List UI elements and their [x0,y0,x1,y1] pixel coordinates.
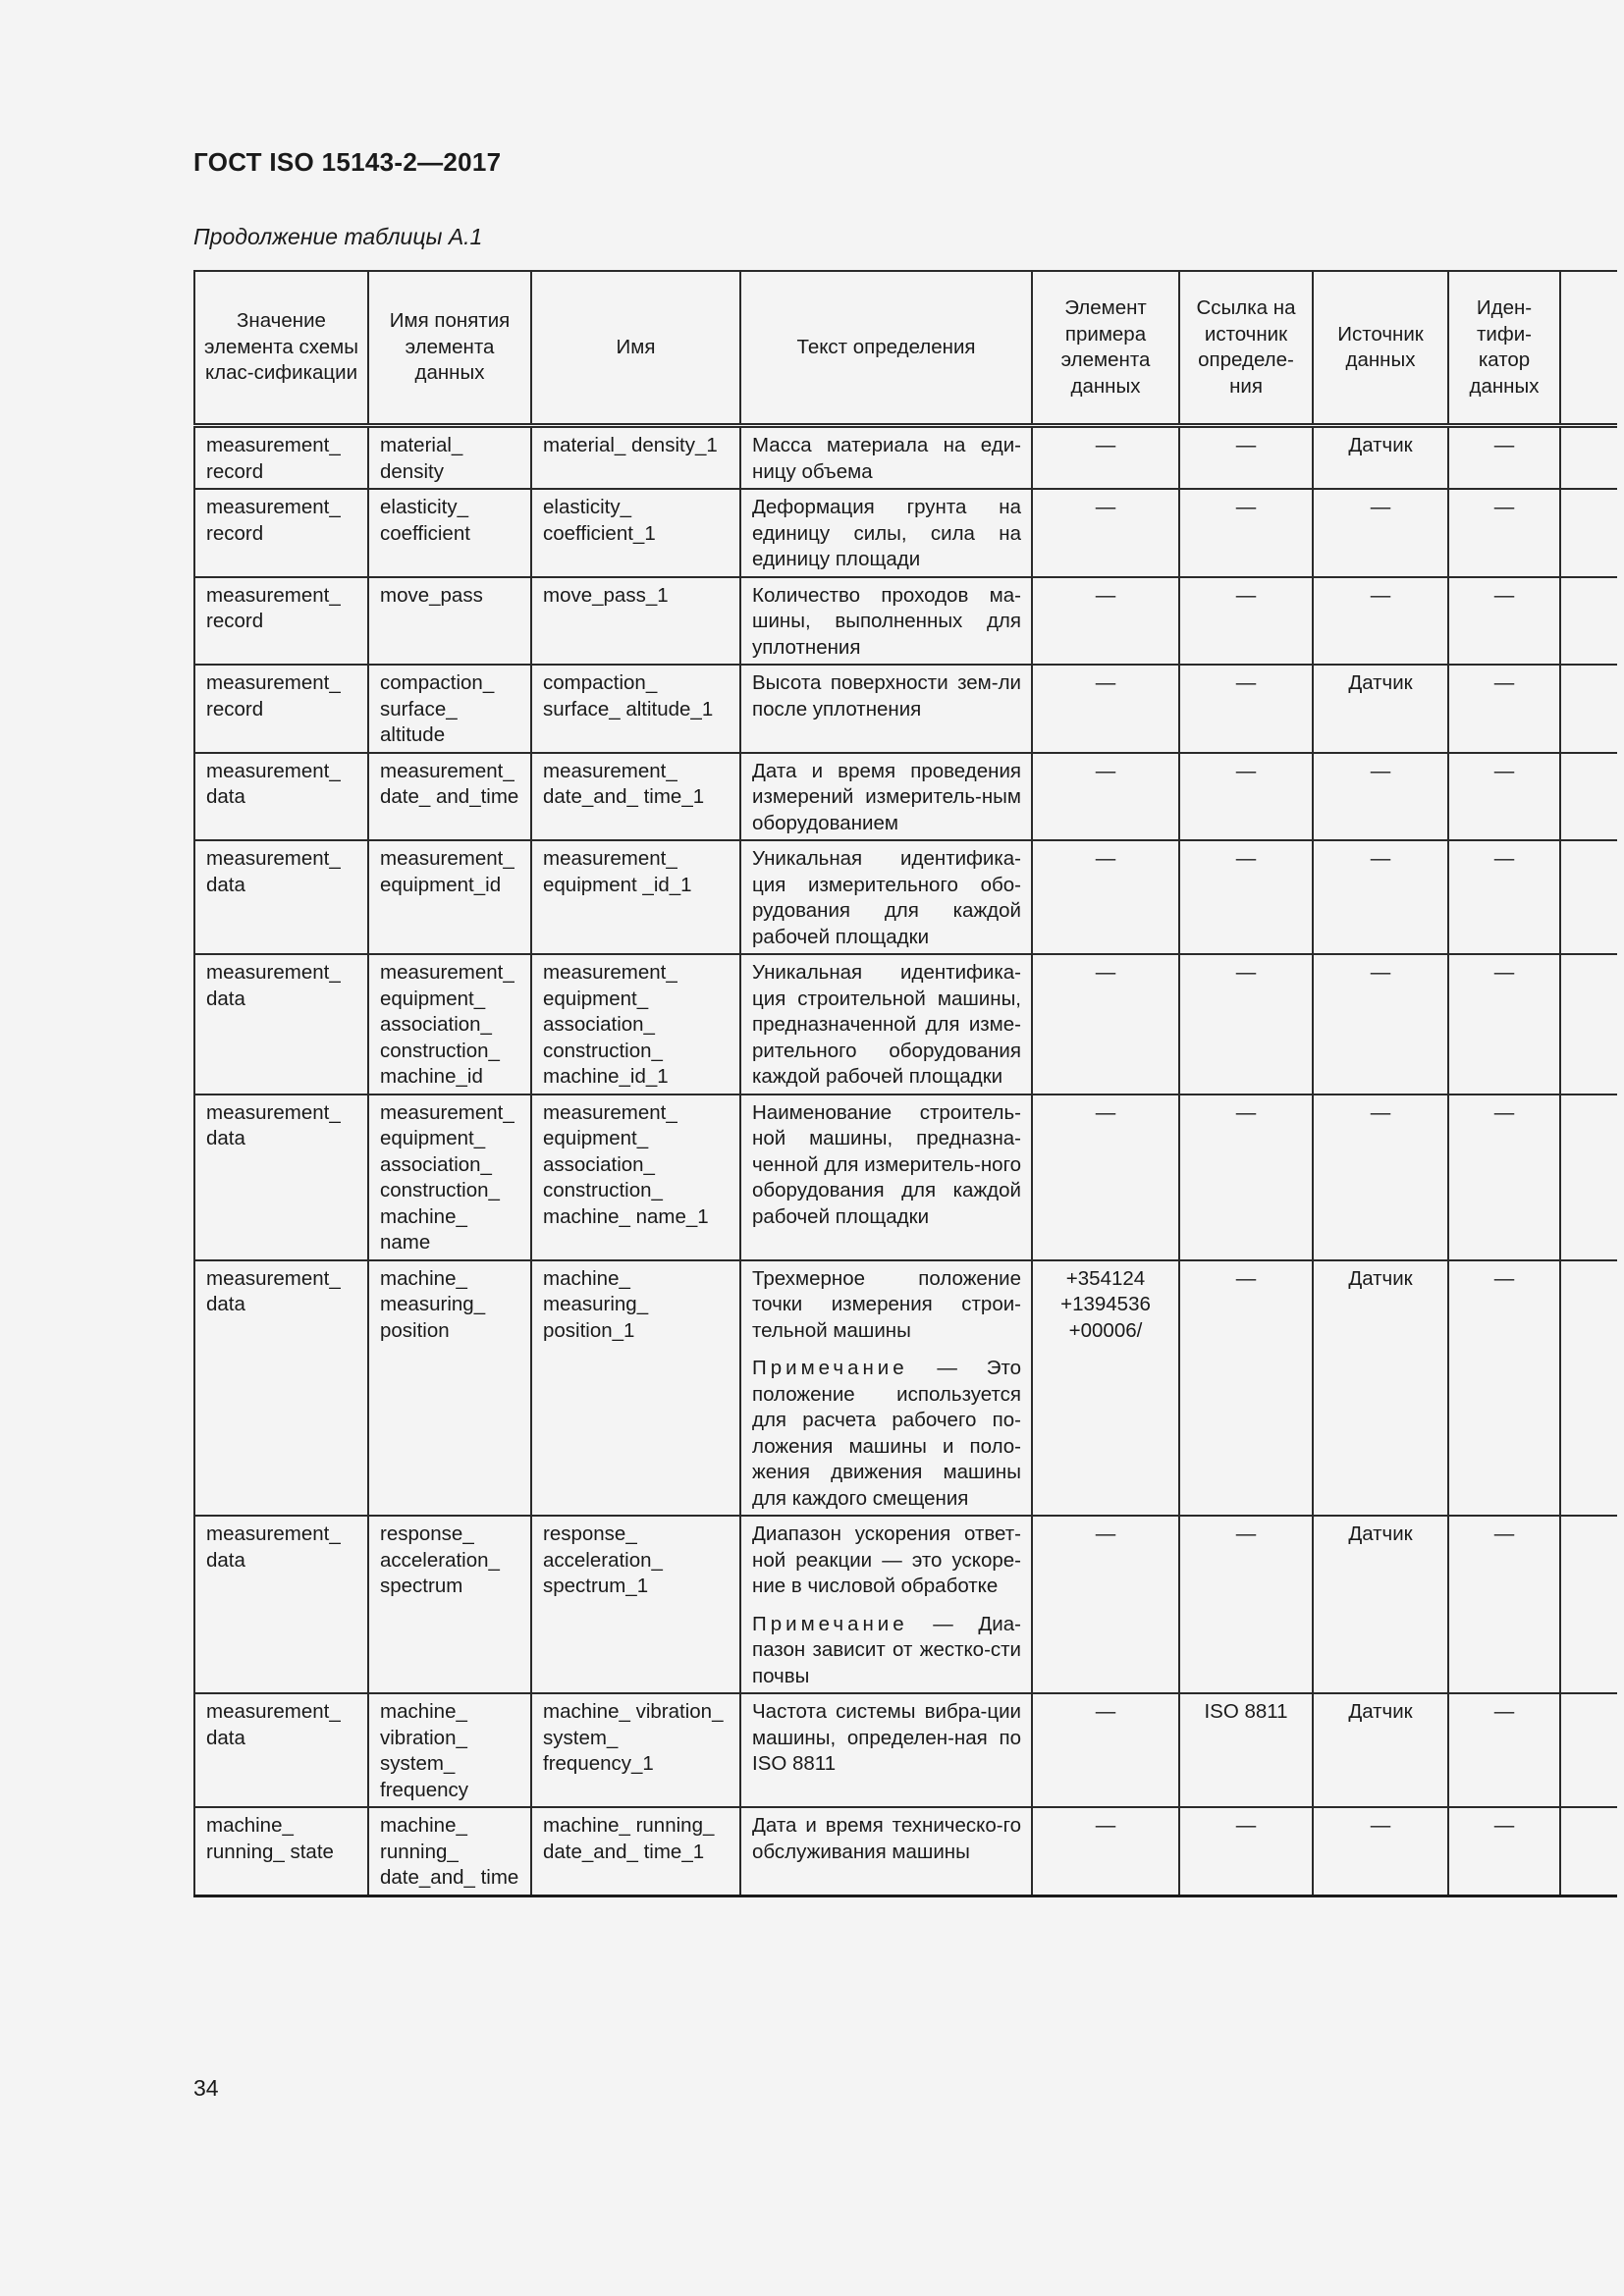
cell-scheme: measurement_ record [194,489,368,577]
cell-identifier: — [1448,1095,1560,1260]
cell-scheme: measurement_ record [194,577,368,666]
cell-reference: — [1179,1516,1313,1693]
column-header-extra [1560,271,1617,426]
cell-concept: move_pass [368,577,531,666]
document-header-title: ГОСТ ISO 15143-2—2017 [193,147,502,177]
cell-name: elasticity_ coefficient_1 [531,489,740,577]
cell-name: machine_ running_ date_and_ time_1 [531,1807,740,1896]
cell-source: Датчик [1313,1693,1448,1807]
definition-text: Дата и время проведения измерений измеритель-ным оборудованием [752,759,1021,834]
cell-identifier: — [1448,1693,1560,1807]
cell-name: response_ acceleration_ spectrum_1 [531,1516,740,1693]
page-number: 34 [193,2075,219,2101]
cell-scheme: measurement_ record [194,665,368,753]
cell-name: material_ density_1 [531,426,740,490]
table-row [194,1260,1617,1517]
cell-reference: — [1179,840,1313,954]
cell-scheme: measurement_ data [194,753,368,841]
cell-concept: compaction_ surface_ altitude [368,665,531,753]
cell-reference: — [1179,954,1313,1095]
cell-example: — [1032,1807,1179,1896]
definition-text: Уникальная идентифика-ция измерительного обо-рудования для каждой рабочей площадки [752,847,1021,948]
cell-identifier: — [1448,1807,1560,1896]
cell-example: — [1032,1095,1179,1260]
column-header-scheme: Значение элемента схемы клас-сификации [194,271,368,426]
cell-concept: measurement_ equipment_ association_ construction_ machine_id [368,954,531,1095]
column-header-concept: Имя понятия элемента данных [368,271,531,426]
definition-text: Частота системы вибра-ции машины, определен-ная по ISO 8811 [752,1700,1021,1775]
cell-extra [1560,1516,1617,1693]
cell-example: — [1032,954,1179,1095]
table-row [194,1516,1617,1693]
cell-example: — [1032,1693,1179,1807]
table-caption: Продолжение таблицы А.1 [193,224,483,249]
table-row [194,1807,1617,1896]
cell-reference: — [1179,426,1313,490]
cell-definition [740,1260,1032,1517]
cell-definition [740,840,1032,954]
cell-extra [1560,489,1617,577]
cell-concept: elasticity_ coefficient [368,489,531,577]
cell-extra [1560,954,1617,1095]
cell-extra [1560,426,1617,490]
cell-source: — [1313,1095,1448,1260]
cell-extra [1560,665,1617,753]
cell-source: — [1313,840,1448,954]
cell-identifier: — [1448,1516,1560,1693]
cell-source: — [1313,954,1448,1095]
cell-scheme: measurement_ data [194,1095,368,1260]
cell-source: Датчик [1313,426,1448,490]
table-row [194,489,1617,577]
cell-definition [740,1693,1032,1807]
cell-identifier: — [1448,577,1560,666]
table-row [194,753,1617,841]
cell-definition [740,1516,1032,1693]
cell-name: compaction_ surface_ altitude_1 [531,665,740,753]
cell-reference: — [1179,753,1313,841]
cell-name: machine_ vibration_ system_ frequency_1 [531,1693,740,1807]
cell-extra [1560,1260,1617,1517]
cell-reference: — [1179,577,1313,666]
cell-example: +354124 +1394536 +00006/ [1032,1260,1179,1517]
definition-note [752,1612,1021,1690]
column-header-name: Имя [531,271,740,426]
cell-identifier: — [1448,489,1560,577]
cell-reference: — [1179,1260,1313,1517]
definition-note [752,1356,1021,1512]
cell-concept: machine_ measuring_ position [368,1260,531,1517]
cell-name: measurement_ date_and_ time_1 [531,753,740,841]
cell-extra [1560,753,1617,841]
cell-name: move_pass_1 [531,577,740,666]
column-header-definition: Текст определения [740,271,1032,426]
cell-extra [1560,840,1617,954]
cell-identifier: — [1448,426,1560,490]
column-header-source: Источник данных [1313,271,1448,426]
cell-identifier: — [1448,954,1560,1095]
cell-extra [1560,1693,1617,1807]
cell-reference: — [1179,1095,1313,1260]
table-header-row [194,271,1617,426]
table-row [194,665,1617,753]
cell-definition [740,1807,1032,1896]
cell-definition [740,577,1032,666]
note-label: Примечание [752,1612,908,1635]
cell-concept: measurement_ equipment_id [368,840,531,954]
cell-example: — [1032,1516,1179,1693]
cell-source: Датчик [1313,665,1448,753]
column-header-identifier: Иден-тифи-катор данных [1448,271,1560,426]
cell-example: — [1032,665,1179,753]
definition-text: Уникальная идентифика-ция строительной машины, предназначенной для изме-рительного оборудования каждой рабочей площадки [752,961,1021,1088]
cell-scheme: measurement_ data [194,954,368,1095]
column-header-reference: Ссылка на источник определе-ния [1179,271,1313,426]
definition-text: Дата и время техническо-го обслуживания машины [752,1814,1021,1863]
cell-source: Датчик [1313,1516,1448,1693]
cell-identifier: — [1448,753,1560,841]
cell-example: — [1032,577,1179,666]
table-row [194,1095,1617,1260]
cell-scheme: measurement_ data [194,1693,368,1807]
cell-reference: ISO 8811 [1179,1693,1313,1807]
cell-definition [740,954,1032,1095]
cell-concept: measurement_ equipment_ association_ construction_ machine_ name [368,1095,531,1260]
note-label: Примечание [752,1357,908,1379]
cell-example: — [1032,426,1179,490]
note-text: — Диа-пазон зависит от жестко-сти почвы [752,1612,1021,1687]
definition-text: Трехмерное положение точки измерения строи-тельной машины [752,1266,1021,1342]
cell-name: measurement_ equipment_ association_ construction_ machine_ name_1 [531,1095,740,1260]
definition-text: Высота поверхности зем-ли после уплотнения [752,671,1021,721]
definition-text: Наименование строитель-ной машины, предназна-ченной для измеритель-ного оборудования для каждой рабочей площадки [752,1100,1021,1228]
cell-source: — [1313,577,1448,666]
cell-definition [740,665,1032,753]
cell-extra [1560,1807,1617,1896]
cell-definition [740,489,1032,577]
table-row [194,577,1617,666]
cell-definition [740,426,1032,490]
cell-name: machine_ measuring_ position_1 [531,1260,740,1517]
definition-text: Деформация грунта на единицу силы, сила на единицу площади [752,496,1021,570]
cell-source: — [1313,753,1448,841]
cell-concept: measurement_ date_ and_time [368,753,531,841]
cell-reference: — [1179,489,1313,577]
cell-scheme: measurement_ record [194,426,368,490]
cell-concept: machine_ vibration_ system_ frequency [368,1693,531,1807]
table-row [194,954,1617,1095]
cell-extra [1560,577,1617,666]
cell-identifier: — [1448,840,1560,954]
data-table [193,270,1617,1897]
cell-example: — [1032,489,1179,577]
definition-text: Диапазон ускорения ответ-ной реакции — это ускоре-ние в числовой обработке [752,1522,1021,1597]
table-row [194,426,1617,490]
cell-identifier: — [1448,1260,1560,1517]
definition-text: Масса материала на еди-ницу объема [752,434,1021,483]
cell-example: — [1032,753,1179,841]
column-header-example: Элемент примера элемента данных [1032,271,1179,426]
note-text: — Это положение используется для расчета рабочего по-ложения машины и поло-жения движения машины для каждого смещения [752,1357,1021,1510]
cell-scheme: measurement_ data [194,840,368,954]
cell-concept: machine_ running_ date_and_ time [368,1807,531,1896]
cell-scheme: machine_ running_ state [194,1807,368,1896]
cell-name: measurement_ equipment _id_1 [531,840,740,954]
cell-source: — [1313,489,1448,577]
definition-text: Количество проходов ма-шины, выполненных для уплотнения [752,583,1021,659]
cell-concept: material_ density [368,426,531,490]
cell-definition [740,753,1032,841]
cell-source: Датчик [1313,1260,1448,1517]
cell-source: — [1313,1807,1448,1896]
cell-name: measurement_ equipment_ association_ construction_ machine_id_1 [531,954,740,1095]
cell-scheme: measurement_ data [194,1260,368,1517]
cell-definition [740,1095,1032,1260]
cell-reference: — [1179,665,1313,753]
table-row [194,840,1617,954]
cell-example: — [1032,840,1179,954]
cell-identifier: — [1448,665,1560,753]
cell-extra [1560,1095,1617,1260]
table-row [194,1693,1617,1807]
cell-reference: — [1179,1807,1313,1896]
cell-concept: response_ acceleration_ spectrum [368,1516,531,1693]
cell-scheme: measurement_ data [194,1516,368,1693]
